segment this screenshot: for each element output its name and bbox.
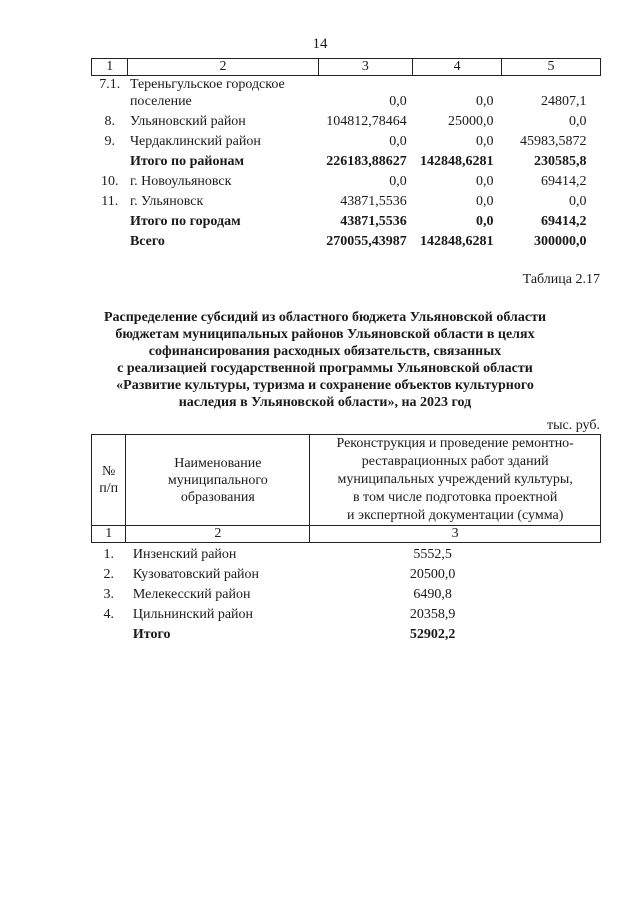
row-value-col4: 0,0 xyxy=(476,174,494,189)
row-value-col3: 0,0 xyxy=(389,94,407,109)
header-name-line: Наименование xyxy=(174,455,262,471)
row-number xyxy=(92,230,128,250)
row-name: Всего xyxy=(129,234,165,249)
row-name-line: поселение xyxy=(129,94,192,109)
table-row xyxy=(92,110,601,130)
heading-line: наследия в Ульяновской области», на 2023 год xyxy=(178,395,472,410)
table-row xyxy=(92,130,601,150)
table-row xyxy=(92,76,601,111)
heading-line: «Развитие культуры, туризма и сохранение объектов культурного xyxy=(116,378,534,393)
row-number: 7.1. xyxy=(99,77,121,92)
table-header-row xyxy=(92,435,601,526)
row-value-col5: 0,0 xyxy=(569,114,587,129)
row-value-col4: 25000,0 xyxy=(448,114,494,129)
table-label: Таблица 2.17 xyxy=(522,272,600,287)
row-value-col5: 300000,0 xyxy=(534,234,587,249)
row-value-col5: 24807,1 xyxy=(541,94,587,109)
table-continuation xyxy=(91,58,601,250)
row-name: г. Ульяновск xyxy=(129,194,204,209)
heading-line: Распределение субсидий из областного бюджета Ульяновской области xyxy=(103,310,547,325)
row-name: Итого xyxy=(132,627,171,642)
column-number-1: 1 xyxy=(92,526,126,543)
row-name: г. Новоульяновск xyxy=(129,174,232,189)
row-number xyxy=(92,623,126,643)
row-value-col3: 43871,5536 xyxy=(340,194,407,209)
total-row xyxy=(92,623,601,643)
row-name: Итого по городам xyxy=(129,214,241,229)
table-row xyxy=(92,603,601,623)
row-value: 5552,5 xyxy=(413,547,452,562)
row-value: 20500,0 xyxy=(409,567,456,582)
table-header-row xyxy=(92,59,601,76)
row-name: Цильнинский район xyxy=(132,607,254,622)
header-value-line: Реконструкция и проведение ремонтно- xyxy=(336,436,574,451)
row-value-col5: 45983,5872 xyxy=(520,134,587,149)
table-row xyxy=(92,170,601,190)
row-number: 8. xyxy=(104,114,115,129)
column-number-4: 4 xyxy=(413,59,502,76)
row-value-col5: 69414,2 xyxy=(541,174,587,189)
row-number: 11. xyxy=(101,194,119,209)
row-value-col4: 0,0 xyxy=(476,94,494,109)
row-number: 2. xyxy=(103,567,114,582)
row-value-col3: 226183,88627 xyxy=(326,154,407,169)
row-number: 9. xyxy=(104,134,115,149)
row-value-col5: 0,0 xyxy=(569,194,587,209)
column-number-3: 3 xyxy=(310,526,601,543)
row-value-col3: 43871,5536 xyxy=(340,214,407,229)
subtotal-row-cities xyxy=(92,210,601,230)
heading-line: софинансирования расходных обязательств, связанных xyxy=(148,344,502,359)
subsidy-table xyxy=(91,434,601,643)
row-name: Итого по районам xyxy=(129,154,245,169)
header-name xyxy=(126,435,310,526)
row-name: Инзенский район xyxy=(132,547,237,562)
table-row xyxy=(92,563,601,583)
page-number: 14 xyxy=(312,36,328,52)
table-row xyxy=(92,583,601,603)
row-number xyxy=(92,210,128,230)
header-value xyxy=(310,435,601,526)
row-name xyxy=(128,76,318,111)
row-number: 10. xyxy=(100,174,119,189)
subtotal-row-districts xyxy=(92,150,601,170)
header-number-line: № xyxy=(102,464,116,479)
row-number: 4. xyxy=(103,607,114,622)
column-number-5: 5 xyxy=(502,59,601,76)
header-name-line: муниципального xyxy=(167,472,268,488)
header-value-line: и экспертной документации (сумма) xyxy=(346,508,564,523)
column-number-2: 2 xyxy=(128,59,318,76)
row-number: 1. xyxy=(103,547,114,562)
row-value-col4: 0,0 xyxy=(476,194,494,209)
header-number-line: п/п xyxy=(99,481,119,496)
heading-line: с реализацией государственной программы Ульяновской области xyxy=(117,361,533,376)
header-name-line: образования xyxy=(180,489,255,505)
table-row xyxy=(92,190,601,210)
heading-line: бюджетам муниципальных районов Ульяновской области в целях xyxy=(115,327,535,342)
table-row xyxy=(92,543,601,564)
header-number xyxy=(92,435,126,526)
row-value-col4: 0,0 xyxy=(476,214,494,229)
row-value-col5: 69414,2 xyxy=(541,214,587,229)
row-name: Мелекесский район xyxy=(132,587,251,602)
row-name: Кузоватовский район xyxy=(132,567,260,582)
units-label: тыс. руб. xyxy=(547,418,600,433)
column-number-3: 3 xyxy=(318,59,413,76)
row-value-col3: 270055,43987 xyxy=(326,234,407,249)
header-value-line: муниципальных учреждений культуры, xyxy=(337,472,573,487)
row-name: Чердаклинский район xyxy=(129,134,261,149)
header-value-line: реставрационных работ зданий xyxy=(361,454,549,469)
column-numbers-row xyxy=(92,526,601,543)
row-name-line: Тереньгульское городское xyxy=(129,77,285,92)
row-value: 20358,9 xyxy=(409,607,456,622)
row-value-col3: 0,0 xyxy=(389,134,407,149)
total-row xyxy=(92,230,601,250)
row-value-col4: 142848,6281 xyxy=(420,154,494,169)
row-number: 3. xyxy=(103,587,114,602)
row-value: 6490,8 xyxy=(413,587,452,602)
row-value-col3: 104812,78464 xyxy=(326,114,407,129)
table-heading xyxy=(95,309,555,411)
row-value-col4: 142848,6281 xyxy=(420,234,494,249)
column-number-2: 2 xyxy=(126,526,310,543)
column-number-1: 1 xyxy=(92,59,128,76)
row-value: 52902,2 xyxy=(409,627,456,642)
row-value-col4: 0,0 xyxy=(476,134,494,149)
row-number xyxy=(92,150,128,170)
row-value-col3: 0,0 xyxy=(389,174,407,189)
row-value-col5: 230585,8 xyxy=(534,154,587,169)
row-name: Ульяновский район xyxy=(129,114,246,129)
header-value-line: в том числе подготовка проектной xyxy=(352,490,558,505)
